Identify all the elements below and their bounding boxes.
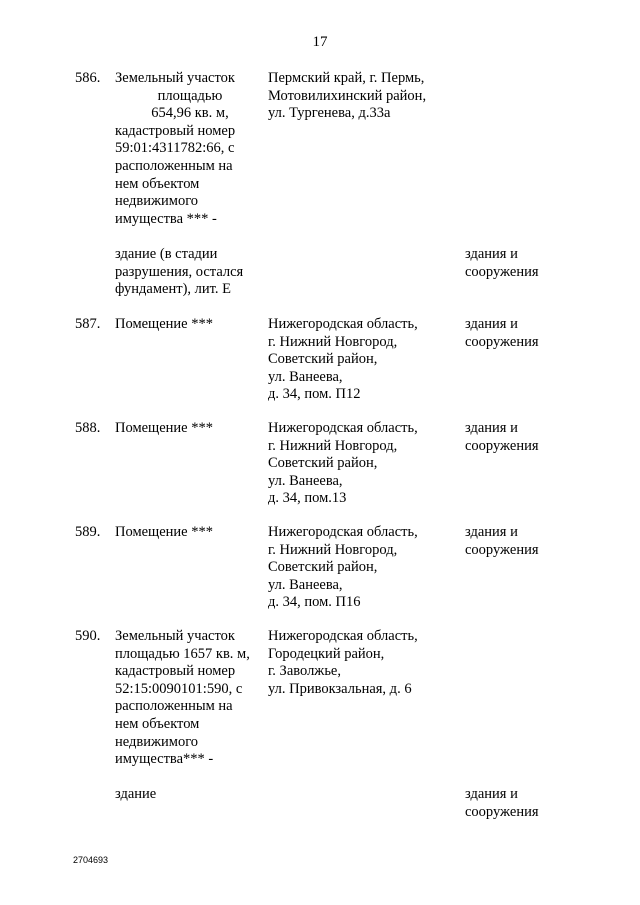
category-line: здания и — [465, 524, 518, 540]
description-line: расположенным на — [115, 157, 233, 174]
description-line: расположенным на — [115, 698, 233, 715]
address-line: Нижегородская область, — [268, 524, 418, 540]
entry-category — [465, 420, 595, 455]
entry-category — [465, 524, 595, 559]
address-line: ул. Тургенева, д.33а — [268, 105, 391, 122]
entry-description — [115, 70, 265, 228]
category-line: сооружения — [465, 333, 539, 350]
category-line: здания и — [465, 786, 518, 802]
description-line: нем объектом — [115, 175, 200, 192]
address-line: Советский район, — [268, 351, 378, 368]
address-line: Мотовилихинский район, — [268, 87, 427, 104]
description-line: 654,96 кв. м, — [151, 105, 229, 122]
entry-category — [465, 786, 595, 821]
description-line: Земельный участок — [115, 628, 235, 644]
address-line: Пермский край, г. Пермь, — [268, 70, 425, 86]
address-line: Советский район, — [268, 455, 378, 472]
description-line: разрушения, остался — [115, 263, 244, 280]
description-line: кадастровый номер — [115, 663, 236, 680]
address-line: Нижегородская область, — [268, 420, 418, 436]
page-number: 17 — [312, 34, 328, 50]
entry-number: 586. — [75, 70, 101, 86]
entry-category — [465, 316, 595, 351]
entry-number: 589. — [75, 524, 101, 540]
address-line: д. 34, пом. П16 — [268, 594, 361, 611]
description-line: имущества*** - — [115, 751, 214, 768]
address-line: ул. Ванеева, — [268, 472, 343, 489]
footer-document-code: 2704693 — [73, 855, 109, 865]
description-line: Помещение *** — [115, 420, 213, 436]
category-line: сооружения — [465, 437, 539, 454]
category-line: сооружения — [465, 541, 539, 558]
entry-category — [465, 246, 595, 281]
category-line: сооружения — [465, 803, 539, 820]
entry-number: 587. — [75, 316, 101, 332]
address-line: г. Нижний Новгород, — [268, 541, 398, 558]
description-line: площадью — [157, 87, 223, 104]
address-line: ул. Ванеева, — [268, 576, 343, 593]
description-line: здание — [115, 786, 157, 802]
entry-description — [115, 316, 265, 334]
category-line: здания и — [465, 316, 518, 332]
address-line: г. Нижний Новгород, — [268, 333, 398, 350]
address-line: г. Нижний Новгород, — [268, 437, 398, 454]
address-line: Нижегородская область, — [268, 628, 418, 644]
entry-address — [268, 524, 458, 612]
entry-address — [268, 420, 458, 508]
description-line: Помещение *** — [115, 316, 213, 332]
description-line: здание (в стадии — [115, 246, 218, 262]
entry-number: 590. — [75, 628, 101, 644]
description-line: Земельный участок — [115, 70, 235, 86]
address-line: ул. Ванеева, — [268, 368, 343, 385]
entry-sub-description — [115, 786, 265, 804]
address-line: Советский район, — [268, 559, 378, 576]
address-line: г. Заволжье, — [268, 663, 341, 680]
address-line: Нижегородская область, — [268, 316, 418, 332]
address-line: Городецкий район, — [268, 645, 385, 662]
entry-number: 588. — [75, 420, 101, 436]
entry-description — [115, 628, 265, 769]
entry-address — [268, 628, 458, 698]
entry-description — [115, 524, 265, 542]
address-line: ул. Привокзальная, д. 6 — [268, 680, 412, 697]
entry-sub-description — [115, 246, 265, 299]
address-line: д. 34, пом.13 — [268, 490, 347, 507]
description-line: площадью 1657 кв. м, — [115, 645, 250, 662]
address-line: д. 34, пом. П12 — [268, 386, 361, 403]
description-line: нем объектом — [115, 715, 200, 732]
category-line: здания и — [465, 420, 518, 436]
category-line: здания и — [465, 246, 518, 262]
description-line: 52:15:0090101:590, с — [115, 680, 243, 697]
entry-address — [268, 316, 458, 404]
entry-description — [115, 420, 265, 438]
description-line: недвижимого — [115, 733, 199, 750]
description-line: Помещение *** — [115, 524, 213, 540]
category-line: сооружения — [465, 263, 539, 280]
entry-address — [268, 70, 458, 123]
description-line: 59:01:4311782:66, с — [115, 140, 235, 157]
description-line: фундамент), лит. Е — [115, 281, 231, 298]
description-line: недвижимого — [115, 193, 199, 210]
description-line: имущества *** - — [115, 210, 217, 227]
description-line: кадастровый номер — [115, 122, 236, 139]
